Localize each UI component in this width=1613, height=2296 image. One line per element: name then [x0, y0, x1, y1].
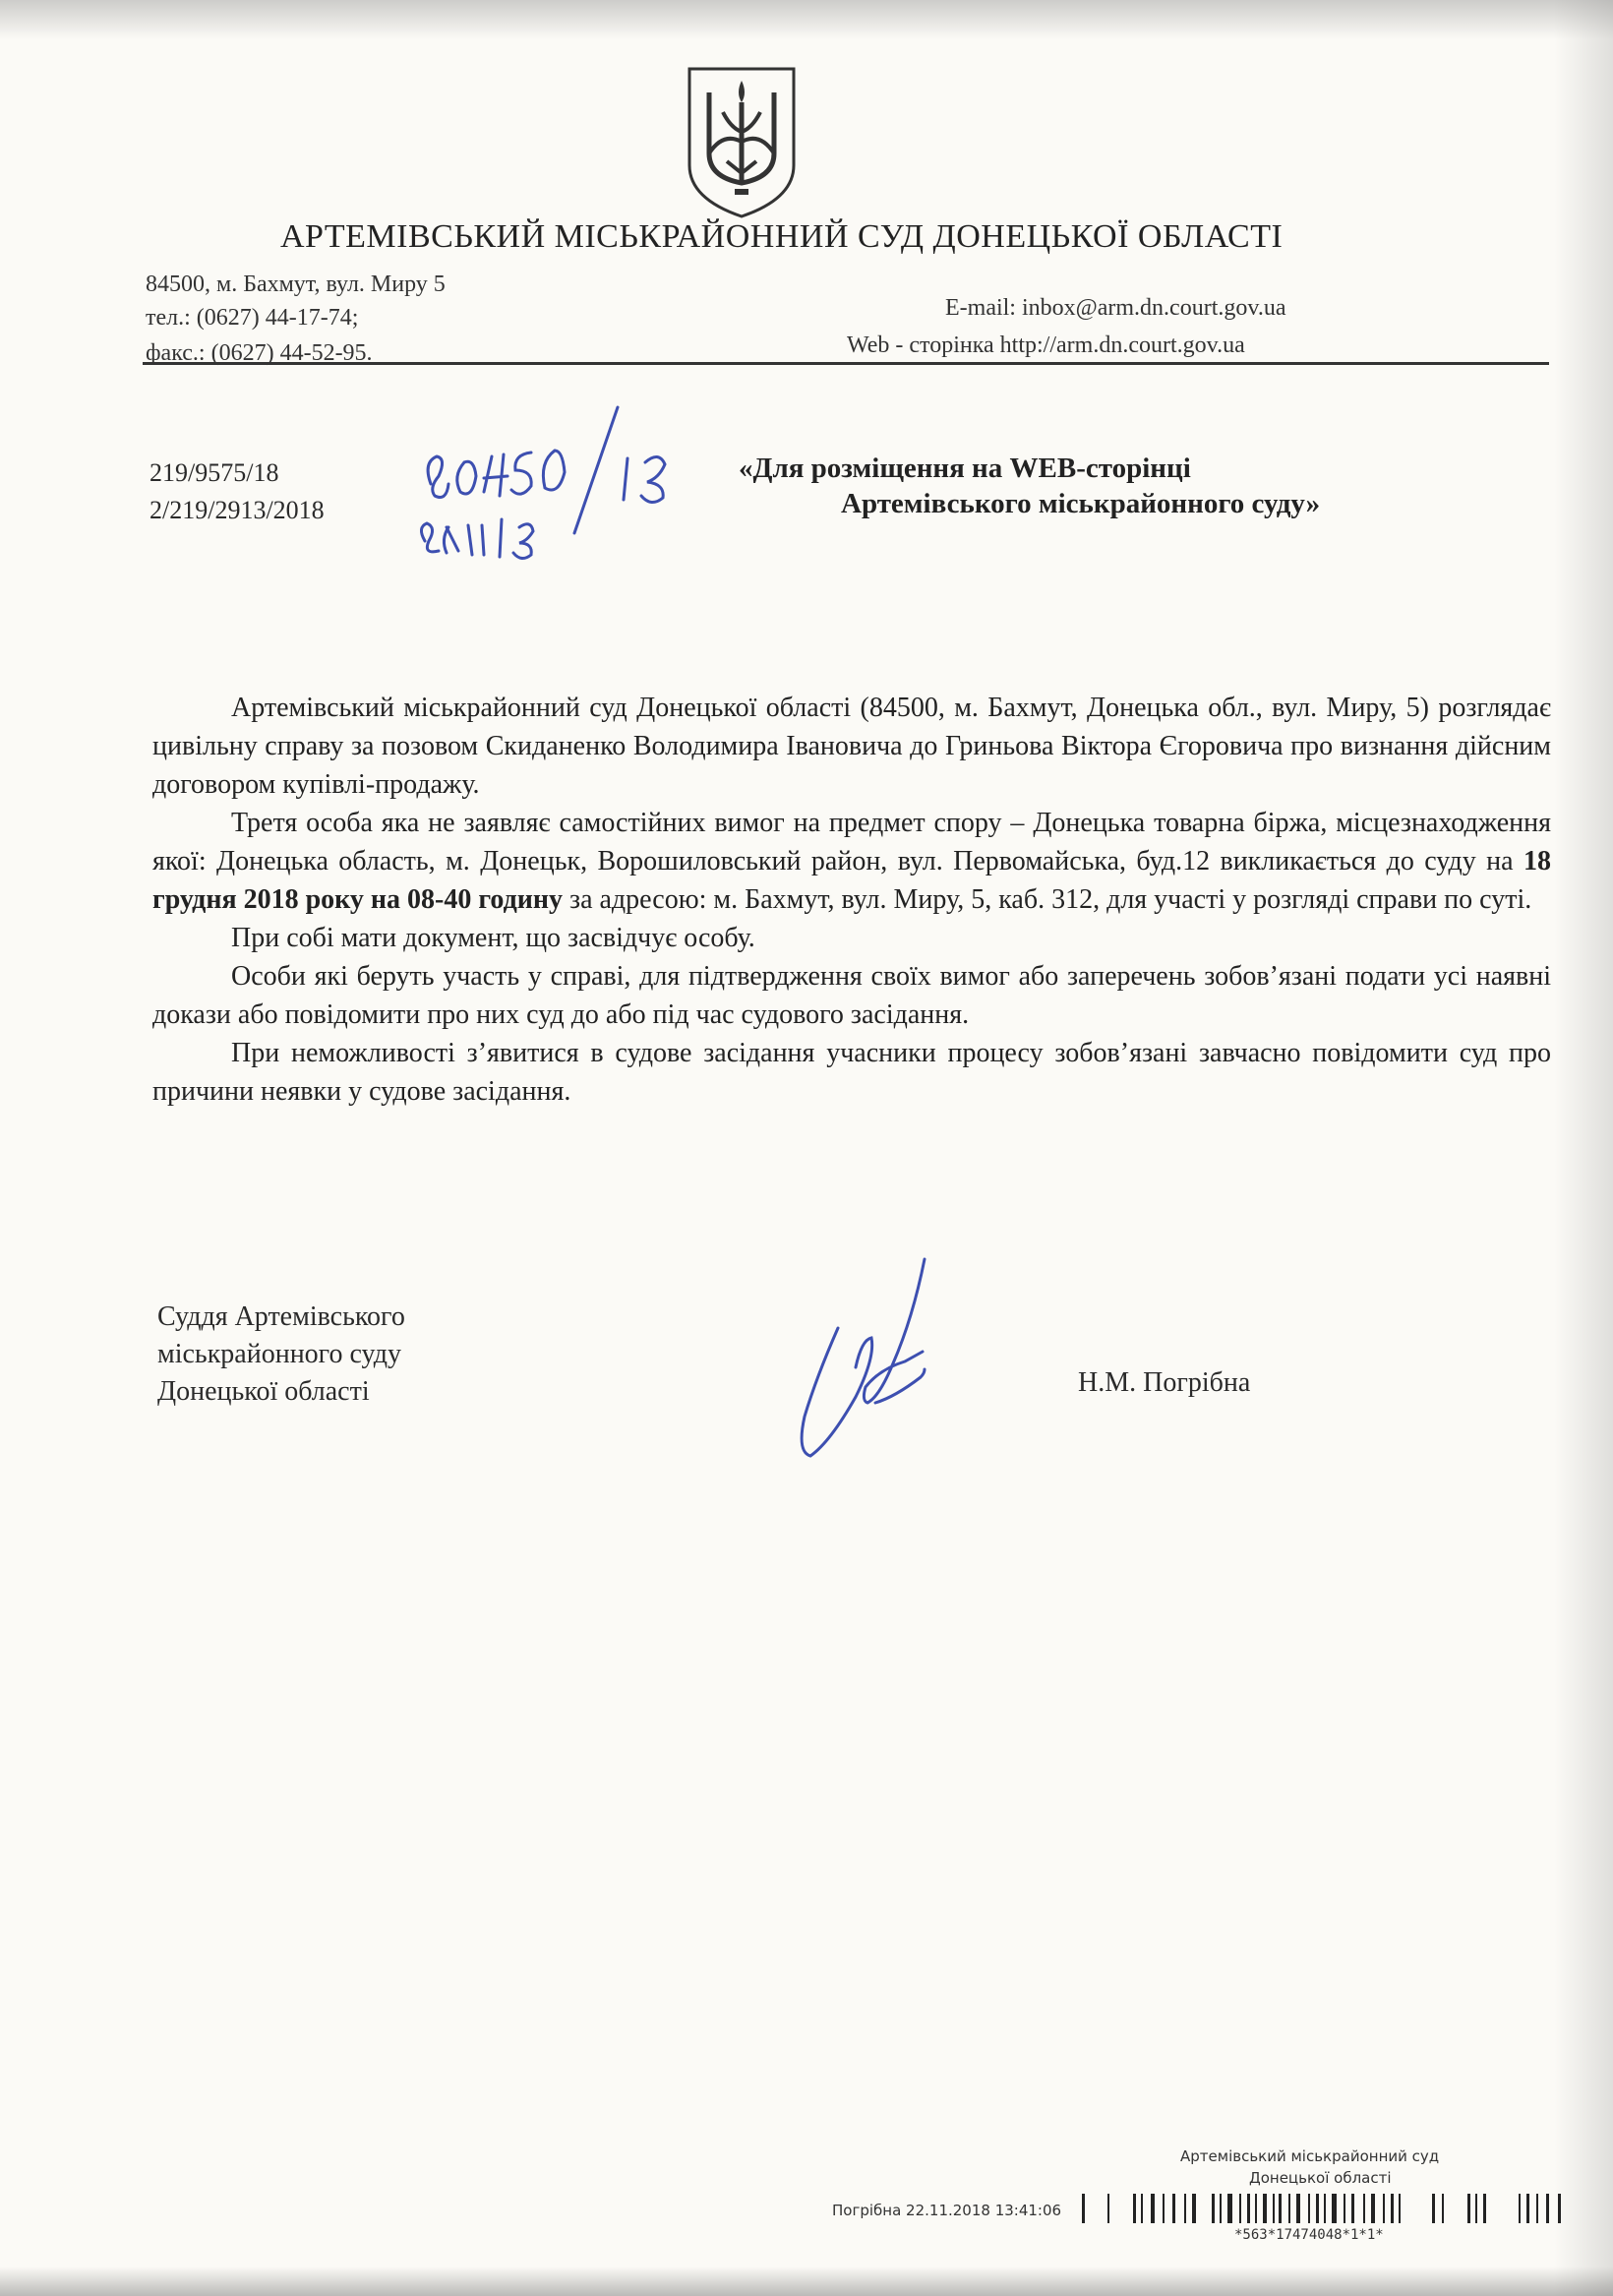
coat-of-arms-icon [684, 63, 800, 220]
notice-body [152, 689, 1551, 1111]
judge-title: Суддя Артемівського міськрайонного суду Донецької області [157, 1301, 405, 1407]
court-fax: факс.: (0627) 44-52-95. [146, 340, 373, 366]
court-website: Web - сторінка http://arm.dn.court.gov.ua [847, 332, 1245, 358]
paragraph-case: Артемівський міськрайонний суд Донецької області (84500, м. Бахмут, Донецька обл., вул. Миру, 5) розглядає цивільну справу за позовом Скиданенко Володимира Івановича до Гриньова Віктора Єгоровича про визнання дійсним договором купівлі-продажу. [152, 693, 1551, 800]
handwritten-registration-mark [413, 393, 708, 590]
paragraph-evidence: Особи які беруть участь у справі, для підтвердження своїх вимог або заперечень зобов’язані подати усі наявні докази або повідомити про них суд до або під час судового засідання. [152, 961, 1551, 1030]
paragraph-absence: При неможливості з’явитися в судове засідання учасники процесу зобов’язані завчасно повідомити суд про причини неявки у судове засідання. [152, 1038, 1551, 1107]
scan-shadow-right [1554, 0, 1613, 2296]
paragraph-id-document: При собі мати документ, що засвідчує особу. [231, 923, 755, 953]
publication-note-line2: Артемівського міськрайонного суду» [841, 488, 1321, 519]
publication-note-line1: «Для розміщення на WEB-сторінці [739, 453, 1191, 484]
stamp-signer-timestamp: Погрібна 22.11.2018 13:41:06 [832, 2202, 1062, 2219]
barcode [1082, 2192, 1569, 2227]
case-number: 219/9575/18 [149, 458, 279, 487]
hearing-datetime: 18 грудня 2018 року на 08-40 годину [152, 846, 1551, 915]
judge-name: Н.М. Погрібна [1078, 1367, 1251, 1398]
barcode-number: *563*17474048*1*1* [1234, 2227, 1384, 2243]
proceeding-number: 2/219/2913/2018 [149, 496, 325, 524]
judge-signature [777, 1249, 954, 1476]
court-phone: тел.: (0627) 44-17-74; [146, 305, 359, 331]
court-name: АРТЕМІВСЬКИЙ МІСЬКРАЙОННИЙ СУД ДОНЕЦЬКОЇ ОБЛАСТІ [280, 218, 1284, 255]
court-address: 84500, м. Бахмут, вул. Миру 5 [146, 272, 446, 297]
scan-shadow-top [0, 0, 1613, 39]
paragraph-summons: Третя особа яка не заявляє самостійних вимог на предмет спору – Донецька товарна біржа, місцезнаходження якої: Донецька область, м. Донецьк, Ворошиловський район, вул. Первомайська, буд.12 викликається до суду на 18 грудня 2018 року на 08-40 годину за адресою: м. Бахмут, вул. Миру, 5, каб. 312, для участі у розгляді справи по суті. [152, 808, 1551, 915]
scan-shadow-bottom [0, 2266, 1613, 2296]
header-divider [143, 362, 1549, 365]
stamp-region: Донецької області [1249, 2169, 1392, 2187]
court-email: E-mail: inbox@arm.dn.court.gov.ua [945, 295, 1286, 321]
stamp-court-name: Артемівський міськрайонний суд [1180, 2147, 1440, 2165]
